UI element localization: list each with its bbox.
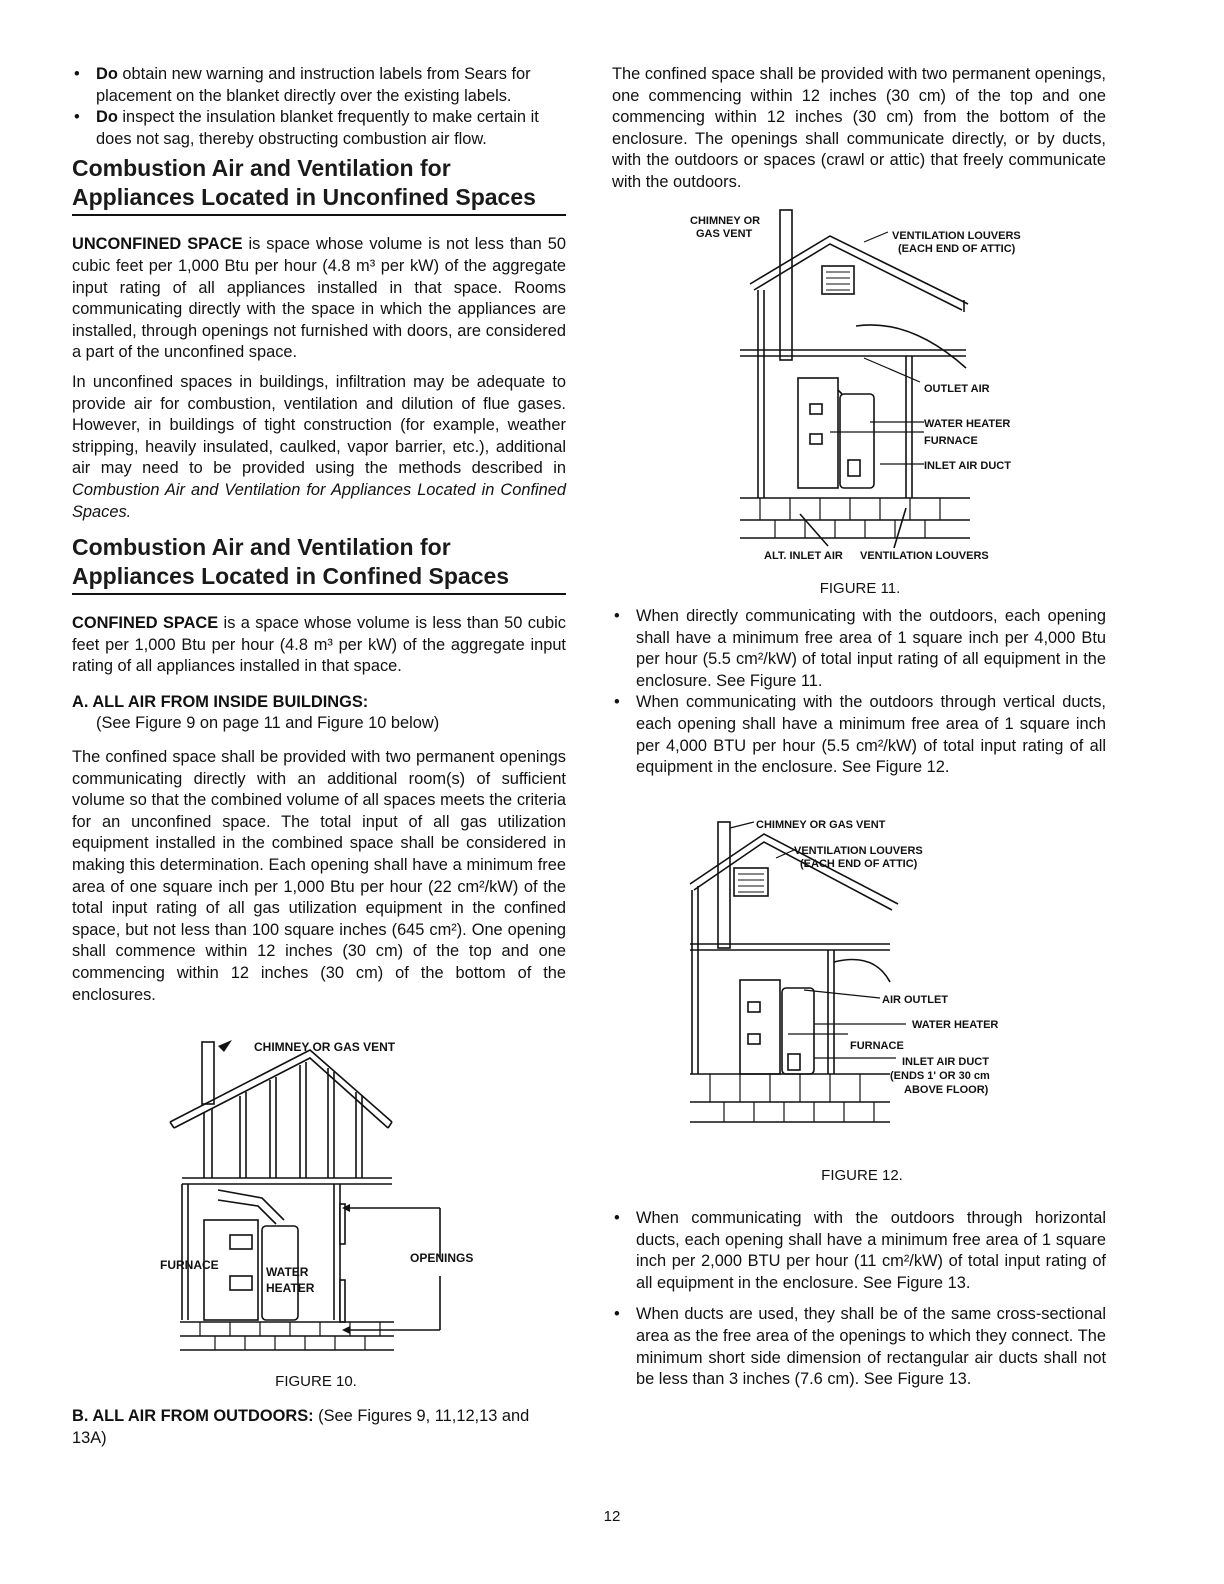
horizontal-duct-bullets: [612, 1208, 1106, 1391]
label-inlet-air-duct: INLET AIR DUCT: [924, 460, 1011, 472]
label-heater: HEATER: [266, 1281, 315, 1295]
label-water-heater: WATER HEATER: [924, 418, 1011, 430]
label-chimney-or-gas-vent: CHIMNEY OR GAS VENT: [756, 819, 886, 831]
blanket-bullets: [72, 64, 566, 150]
figure-12-caption: FIGURE 12.: [821, 1167, 903, 1184]
label-water-heater: WATER HEATER: [912, 1019, 999, 1031]
label-ends-1ft: (ENDS 1' OR 30 cm: [890, 1070, 990, 1082]
infiltration-paragraph: In unconfined spaces in buildings, infiltration may be adequate to provide air for combustion, ventilation and dilution of flue gases. However, in buildings of tight construction (for example, weather stripping, heavily insulated, caulked, vapor barrier, etc.), additional air may need to be provided using the methods described in Combustion Air and Ventilation for Appliances Located in Confined Spaces.: [72, 372, 566, 521]
figure-11: [680, 208, 1040, 564]
section-a-title: A. ALL AIR FROM INSIDE BUILDINGS:: [72, 692, 369, 711]
left-column: [72, 64, 566, 1006]
label-chimney-or: CHIMNEY OR: [690, 215, 761, 227]
label-each-end-of-attic: (EACH END OF ATTIC): [800, 858, 918, 870]
section-a-ref: (See Figure 9 on page 11 and Figure 10 below): [96, 714, 440, 733]
figure-12: [684, 812, 1044, 1150]
label-gas-vent: GAS VENT: [696, 228, 753, 240]
label-outlet-air: OUTLET AIR: [924, 383, 990, 395]
label-above-floor: ABOVE FLOOR): [904, 1084, 989, 1096]
list-item: • When communicating with the outdoors through horizontal ducts, each opening shall have a minimum free area of 1 square inch per 2,000 BTU per hour (11 cm²/kW) of total input rating of all equipment in the enclosure. See Figure 13.: [614, 1209, 1106, 1292]
vertical-duct-bullets: [612, 606, 1106, 779]
label-air-outlet: AIR OUTLET: [882, 994, 948, 1006]
right-column: [612, 64, 1106, 194]
figure-10: [160, 1030, 480, 1365]
outdoor-intro: The confined space shall be provided with two permanent openings, one commencing within 12 inches (30 cm) of the top and one commencing within 12 inches (30 cm) from the bottom of the enclosure. The openings shall communicate directly, or by ducts, with the outdoors or spaces (crawl or attic) that freely communicate with the outdoors.: [612, 65, 1106, 191]
confined-definition: CONFINED SPACE is a space whose volume is less than 50 cubic feet per 1,000 Btu per hour (4.8 m³ per kW) of the aggregate input rating of all appliances installed in that space.: [72, 614, 566, 676]
label-ventilation-louvers-bottom: VENTILATION LOUVERS: [860, 550, 989, 562]
figure-11-caption: FIGURE 11.: [819, 580, 901, 597]
section-a-text: The confined space shall be provided with two permanent openings communicating directly with an additional room(s) of sufficient volume so that the combined volume of all spaces meets the criteria for an unconfined space. The total input of all gas utilization equipment installed in the combined space shall be considered in making this determination. Each opening shall have a minimum free area of one square inch per 1,000 Btu per hour (22 cm²/kW) of the total input rating of all gas utilization equipment in the confined space, but not less than 100 square inches (645 cm²). One opening shall commence within 12 inches (30 cm) of the top and one commencing within 12 inches (30 cm) of the bottom of the enclosures.: [72, 748, 566, 1004]
list-item: • Do inspect the insulation blanket frequently to make certain it does not sag, thereby obstructing combustion air flow.: [74, 108, 539, 148]
list-item: • When ducts are used, they shall be of the same cross-sectional area as the free area of the openings to which they connect. The minimum short side dimension of rectangular air ducts shall not be less than 3 inches (7.6 cm). See Figure 13.: [614, 1305, 1106, 1389]
heading-unconfined: Combustion Air and Ventilation for Appliances Located in Unconfined Spaces: [72, 154, 566, 216]
label-furnace: FURNACE: [924, 435, 978, 447]
label-inlet-air-duct: INLET AIR DUCT: [902, 1056, 989, 1068]
label-alt-inlet-air: ALT. INLET AIR: [764, 550, 843, 562]
unconfined-definition: UNCONFINED SPACE is space whose volume is not less than 50 cubic feet per 1,000 Btu per hour (4.8 m³ per kW) of the aggregate input rating of all appliances installed in that space. Rooms communicating directly with the space in which the appliances are installed, through openings not furnished with doors, are considered a part of the unconfined space.: [72, 235, 566, 362]
label-furnace: FURNACE: [160, 1258, 219, 1272]
list-item: • When communicating with the outdoors through vertical ducts, each opening shall have a minimum free area of 1 square inch per 4,000 BTU per hour (5.5 cm²/kW) of total input rating of all equipment in the enclosure. See Figure 12.: [614, 693, 1106, 777]
label-ventilation-louvers: VENTILATION LOUVERS: [794, 845, 923, 857]
list-item: • When directly communicating with the outdoors, each opening shall have a minimum free area of 1 square inch per 4,000 Btu per hour (5.5 cm²/kW) of total input rating of all equipment in the enclosure. See Figure 11.: [614, 607, 1106, 690]
page-number: 12: [603, 1508, 621, 1525]
label-chimney-or-gas-vent: CHIMNEY OR GAS VENT: [254, 1040, 396, 1054]
section-b-line: B. ALL AIR FROM OUTDOORS: (See Figures 9, 11,12,13 and 13A): [72, 1407, 530, 1447]
label-openings: OPENINGS: [410, 1251, 474, 1265]
list-item: • Do obtain new warning and instruction labels from Sears for placement on the blanket directly over the existing labels.: [74, 65, 531, 105]
label-each-end-of-attic: (EACH END OF ATTIC): [898, 243, 1016, 255]
label-ventilation-louvers: VENTILATION LOUVERS: [892, 230, 1021, 242]
heading-confined: Combustion Air and Ventilation for Appliances Located in Confined Spaces: [72, 533, 566, 595]
label-water: WATER: [266, 1265, 309, 1279]
figure-10-caption: FIGURE 10.: [275, 1373, 357, 1390]
label-furnace: FURNACE: [850, 1040, 904, 1052]
